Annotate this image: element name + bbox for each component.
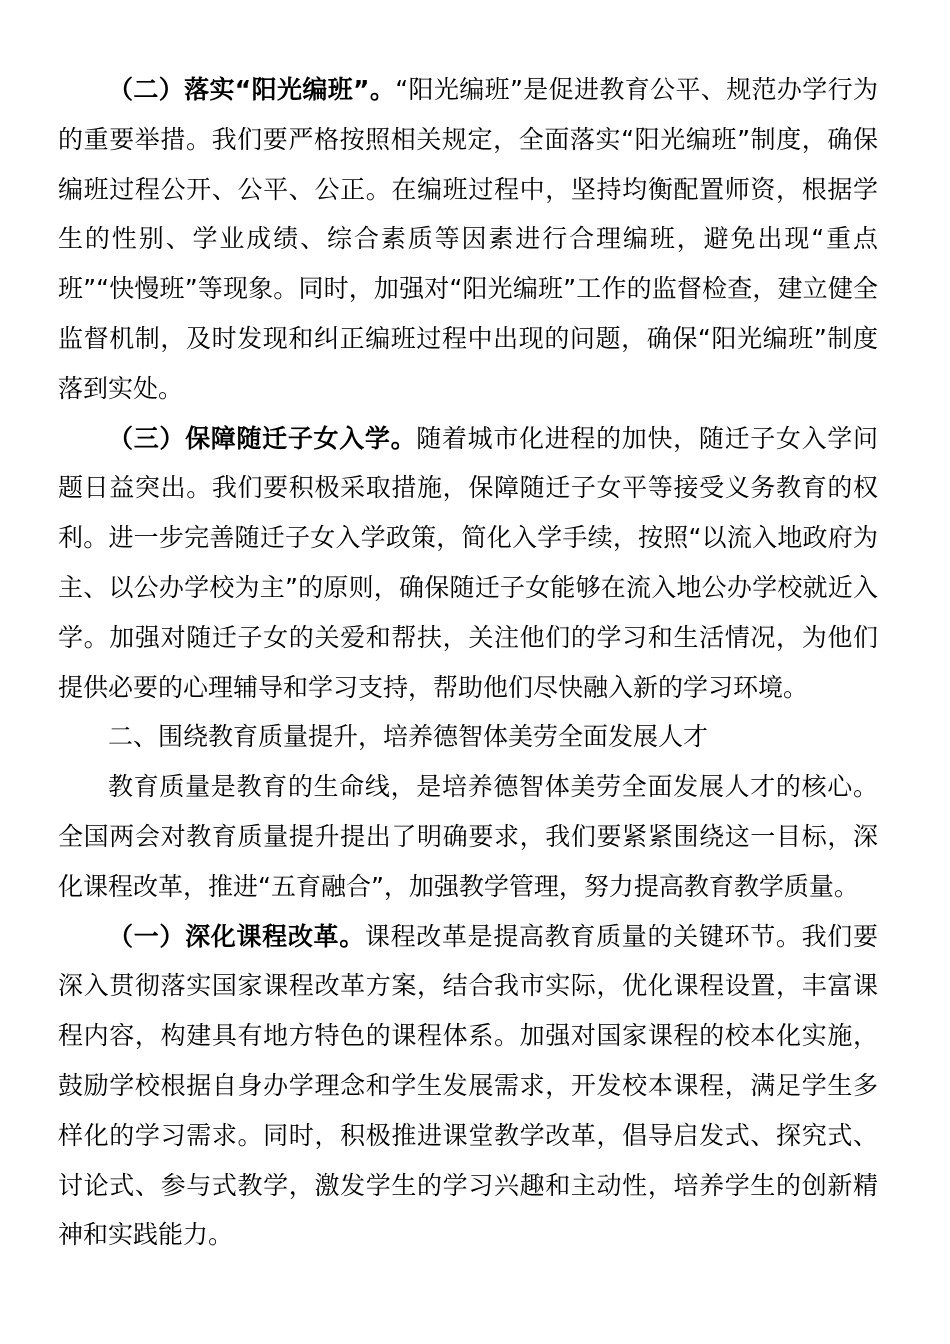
paragraph-body: “阳光编班”是促进教育公平、规范办学行为的重要举措。我们要严格按照相关规定，全面落实“阳光编班”制度，确保编班过程公开、公平、公正。在编班过程中，坚持均衡配置师资，根据学生的性别、学业成绩、综合素质等因素进行合理编班，避免出现“重点班”“快慢班”等现象。同时，加强对“阳光编班”工作的监督检查，建立健全监督机制，及时发现和纠正编班过程中出现的问题，确保“阳光编班”制度落到实处。: [58, 75, 878, 403]
paragraph-sunshine-class: [58, 65, 878, 414]
paragraph-curriculum-reform: [58, 912, 878, 1261]
paragraph-heading: （一）深化课程改革。: [108, 921, 365, 951]
paragraph-body: 课程改革是提高教育质量的关键环节。我们要深入贯彻落实国家课程改革方案，结合我市实际，优化课程设置，丰富课程内容，构建具有地方特色的课程体系。加强对国家课程的校本化实施，鼓励学校根据自身办学理念和学生发展需求，开发校本课程，满足学生多样化的学习需求。同时，积极推进课堂教学改革，倡导启发式、探究式、讨论式、参与式教学，激发学生的学习兴趣和主动性，培养学生的创新精神和实践能力。: [58, 921, 878, 1250]
paragraph-body: 随着城市化进程的加快，随迁子女入学问题日益突出。我们要积极采取措施，保障随迁子女平等接受义务教育的权利。进一步完善随迁子女入学政策，简化入学手续，按照“以流入地政府为主、以公办学校为主”的原则，确保随迁子女能够在流入地公办学校就近入学。加强对随迁子女的关爱和帮扶，关注他们的学习和生活情况，为他们提供必要的心理辅导和学习支持，帮助他们尽快融入新的学习环境。: [58, 423, 878, 702]
paragraph-education-quality: [58, 762, 878, 911]
paragraph-body: 教育质量是教育的生命线，是培养德智体美劳全面发展人才的核心。全国两会对教育质量提升提出了明确要求，我们要紧紧围绕这一目标，深化课程改革，推进“五育融合”，加强教学管理，努力提高教育教学质量。: [58, 772, 878, 901]
paragraph-migrant-children: [58, 414, 878, 713]
paragraph-heading: （三）保障随迁子女入学。: [108, 423, 417, 453]
paragraph-heading: （二）落实“阳光编班”。: [108, 75, 396, 104]
document-page: [58, 65, 878, 1260]
section-title: 二、围绕教育质量提升，培养德智体美劳全面发展人才: [108, 722, 709, 752]
